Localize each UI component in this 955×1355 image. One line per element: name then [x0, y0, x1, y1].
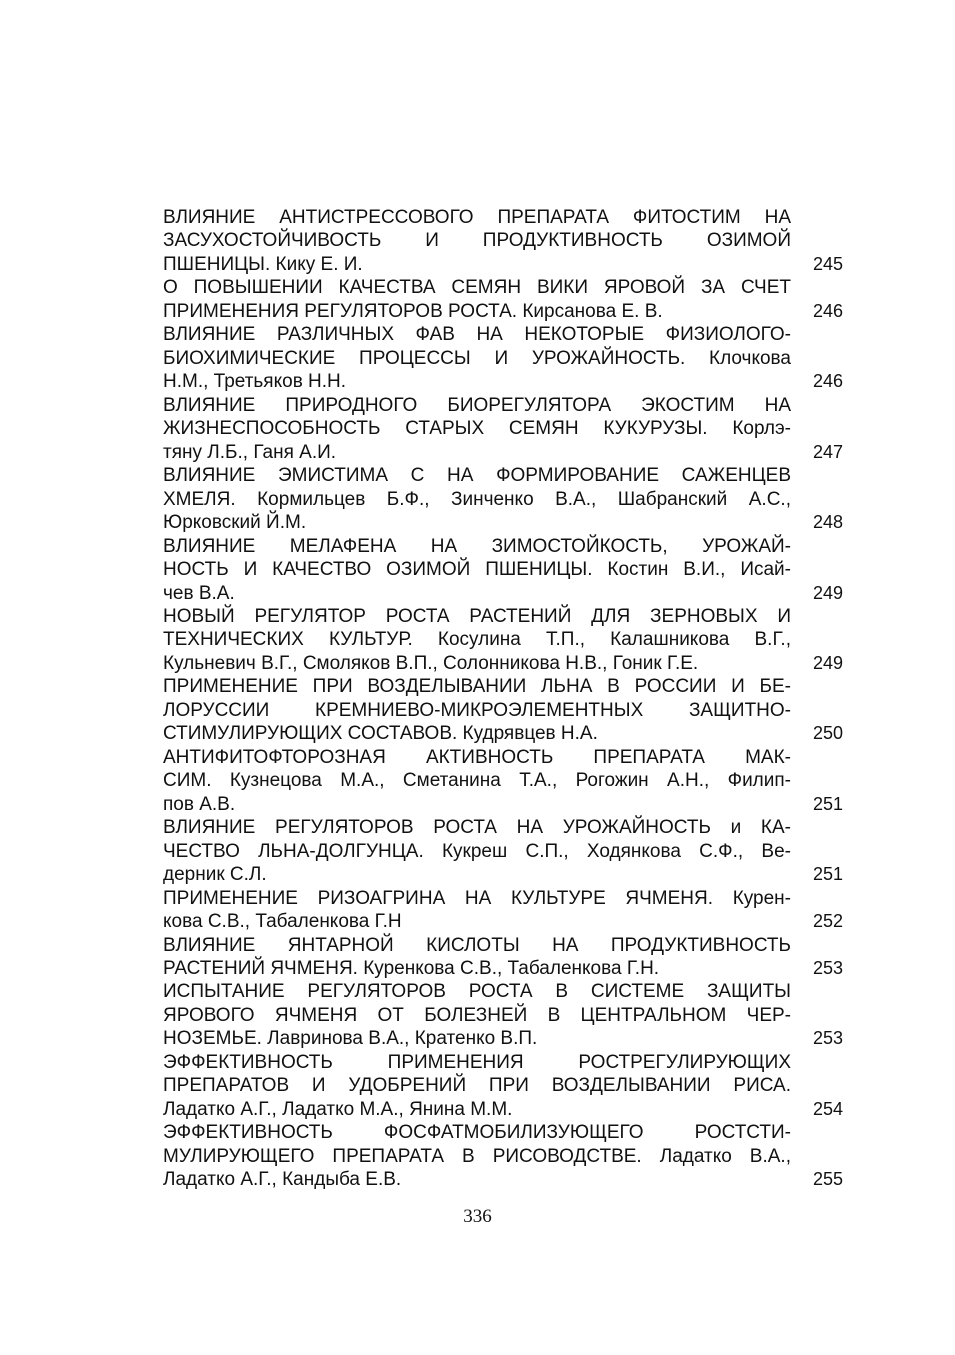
toc-entry: [163, 1051, 843, 1121]
toc-entry: [163, 887, 843, 934]
toc-entry: [163, 276, 843, 323]
toc-entry-page-number: 249: [812, 582, 843, 603]
toc-entry-line: ЭФФЕКТИВНОСТЬ ПРИМЕНЕНИЯ РОСТРЕГУЛИРУЮЩИХ: [163, 1051, 791, 1073]
toc-entry-line: ВЛИЯНИЕ АНТИСТРЕССОВОГО ПРЕПАРАТА ФИТОСТИМ НА: [163, 207, 791, 228]
toc-entry: [163, 394, 843, 464]
toc-entry-page-number: 253: [812, 1028, 843, 1049]
toc-entry-line: кова С.В., Табаленкова Г.Н 252: [163, 911, 843, 933]
toc-entry-line: ЧЕСТВО ЛЬНА-ДОЛГУНЦА. Кукреш С.П., Ходянкова С.Ф., Ве-: [163, 840, 791, 862]
toc-entry-page-number: 251: [812, 793, 843, 814]
toc-entry-page-number: 253: [812, 958, 843, 978]
toc-entry-line: Кульневич В.Г., Смоляков В.П., Солонникова Н.В., Гоник Г.Е. 249: [163, 652, 843, 674]
toc-entry: [163, 1121, 843, 1191]
toc-entry-page-number: 249: [812, 652, 843, 673]
toc-entry: [163, 323, 843, 393]
toc-entry-line: ХМЕЛЯ. Кормильцев Б.Ф., Зинченко В.А., Шабранский А.С.,: [163, 488, 791, 510]
toc-entry-line: ЛОРУССИИ КРЕМНИЕВО-МИКРОЭЛЕМЕНТНЫХ ЗАЩИТНО-: [163, 699, 791, 721]
toc-entry: [163, 464, 843, 534]
toc-entry-page-number: 254: [812, 1098, 843, 1119]
toc-entry-line: ПШЕНИЦЫ. Кику Е. И. 245: [163, 253, 843, 275]
toc-entry-line: ЖИЗНЕСПОСОБНОСТЬ СТАРЫХ СЕМЯН КУКУРУЗЫ. Корлэ-: [163, 418, 791, 440]
toc-entry-line: ПРЕПАРАТОВ И УДОБРЕНИЙ ПРИ ВОЗДЕЛЫВАНИИ РИСА.: [163, 1075, 791, 1097]
toc-entry-line: ЯРОВОГО ЯЧМЕНЯ ОТ БОЛЕЗНЕЙ В ЦЕНТРАЛЬНОМ ЧЕР-: [163, 1004, 791, 1026]
toc-entry-line: ВЛИЯНИЕ РЕГУЛЯТОРОВ РОСТА НА УРОЖАЙНОСТЬ и КА-: [163, 817, 791, 839]
toc-entry-line: ПРИМЕНЕНИЕ РИЗОАГРИНА НА КУЛЬТУРЕ ЯЧМЕНЯ. Курен-: [163, 887, 791, 909]
toc-entry-line: ВЛИЯНИЕ ЯНТАРНОЙ КИСЛОТЫ НА ПРОДУКТИВНОСТЬ: [163, 934, 791, 956]
toc-entry: [163, 980, 843, 1050]
toc-entry-line: АНТИФИТОФТОРОЗНАЯ АКТИВНОСТЬ ПРЕПАРАТА МАК-: [163, 746, 791, 768]
toc-entry-page-number: 255: [812, 1169, 843, 1190]
toc-entry-line: НОЗЕМЬЕ. Лавринова В.А., Кратенко В.П. 253: [163, 1028, 843, 1050]
toc-entry-line: НОСТЬ И КАЧЕСТВО ОЗИМОЙ ПШЕНИЦЫ. Костин В.И., Исай-: [163, 559, 791, 581]
toc-entry-line: Ладатко А.Г., Кандыба Е.В. 255: [163, 1169, 843, 1191]
toc-entry: [163, 746, 843, 816]
toc-entry-line: ЗАСУХОСТОЙЧИВОСТЬ И ПРОДУКТИВНОСТЬ ОЗИМОЙ: [163, 230, 791, 252]
toc-entry-line: СИМ. Кузнецова М.А., Сметанина Т.А., Рогожин А.Н., Филип-: [163, 770, 791, 792]
toc-entry-line: ВЛИЯНИЕ РАЗЛИЧНЫХ ФАВ НА НЕКОТОРЫЕ ФИЗИОЛОГО-: [163, 324, 791, 346]
toc-entry-page-number: 247: [812, 441, 843, 462]
toc-entry-line: О ПОВЫШЕНИИ КАЧЕСТВА СЕМЯН ВИКИ ЯРОВОЙ ЗА СЧЕТ: [163, 277, 791, 299]
toc-entry-line: дерник С.Л. 251: [163, 864, 843, 886]
toc-entry-line: НОВЫЙ РЕГУЛЯТОР РОСТА РАСТЕНИЙ ДЛЯ ЗЕРНОВЫХ И: [163, 605, 791, 627]
toc-entry: [163, 675, 843, 745]
toc-entry-line: СТИМУЛИРУЮЩИХ СОСТАВОВ. Кудрявцев Н.А. 250: [163, 723, 843, 745]
toc-entry: [163, 934, 843, 981]
toc-entry-line: ТЕХНИЧЕСКИХ КУЛЬТУР. Косулина Т.П., Калашникова В.Г.,: [163, 629, 791, 651]
toc-entry-line: пов А.В. 251: [163, 793, 843, 815]
toc-entry-page-number: 248: [812, 512, 843, 533]
toc-entry-line: ИСПЫТАНИЕ РЕГУЛЯТОРОВ РОСТА В СИСТЕМЕ ЗАЩИТЫ: [163, 981, 791, 1003]
toc-entry-page-number: 246: [812, 300, 843, 321]
toc-entry-line: Н.М., Третьяков Н.Н. 246: [163, 371, 843, 393]
toc-entry-line: ПРИМЕНЕНИЯ РЕГУЛЯТОРОВ РОСТА. Кирсанова Е. В. 246: [163, 300, 843, 322]
toc-entry-page-number: 252: [812, 911, 843, 932]
toc-entry-line: БИОХИМИЧЕСКИЕ ПРОЦЕССЫ И УРОЖАЙНОСТЬ. Клочкова: [163, 347, 791, 369]
toc-entry: [163, 535, 843, 605]
toc-entry-line: тяну Л.Б., Ганя А.И. 247: [163, 441, 843, 463]
toc-entry-line: ВЛИЯНИЕ ЭМИСТИМА С НА ФОРМИРОВАНИЕ САЖЕНЦЕВ: [163, 465, 791, 487]
toc-entry-line: Ладатко А.Г., Ладатко М.А., Янина М.М. 254: [163, 1098, 843, 1120]
table-of-contents: [163, 206, 843, 1192]
toc-entry-line: чев В.А. 249: [163, 582, 843, 604]
toc-entry: [163, 206, 843, 276]
toc-entry-line: ПРИМЕНЕНИЕ ПРИ ВОЗДЕЛЫВАНИИ ЛЬНА В РОССИИ И БЕ-: [163, 676, 791, 698]
toc-entry-line: МУЛИРУЮЩЕГО ПРЕПАРАТА В РИСОВОДСТВЕ. Ладатко В.А.,: [163, 1145, 791, 1167]
toc-entry-line: ЭФФЕКТИВНОСТЬ ФОСФАТМОБИЛИЗУЮЩЕГО РОСТСТИ-: [163, 1122, 791, 1144]
toc-entry: [163, 816, 843, 886]
toc-entry-page-number: 246: [812, 371, 843, 392]
page-number: 336: [463, 1206, 492, 1227]
toc-entry: [163, 605, 843, 675]
toc-entry-line: Юрковский Й.М. 248: [163, 512, 843, 534]
toc-entry-page-number: 245: [812, 253, 843, 274]
toc-entry-page-number: 251: [812, 864, 843, 885]
toc-entry-page-number: 250: [812, 723, 843, 744]
toc-entry-line: ВЛИЯНИЕ ПРИРОДНОГО БИОРЕГУЛЯТОРА ЭКОСТИМ НА: [163, 394, 791, 416]
toc-entry-line: РАСТЕНИЙ ЯЧМЕНЯ. Куренкова С.В., Табаленкова Г.Н. 253: [163, 958, 843, 979]
toc-entry-line: ВЛИЯНИЕ МЕЛАФЕНА НА ЗИМОСТОЙКОСТЬ, УРОЖАЙ-: [163, 535, 791, 557]
